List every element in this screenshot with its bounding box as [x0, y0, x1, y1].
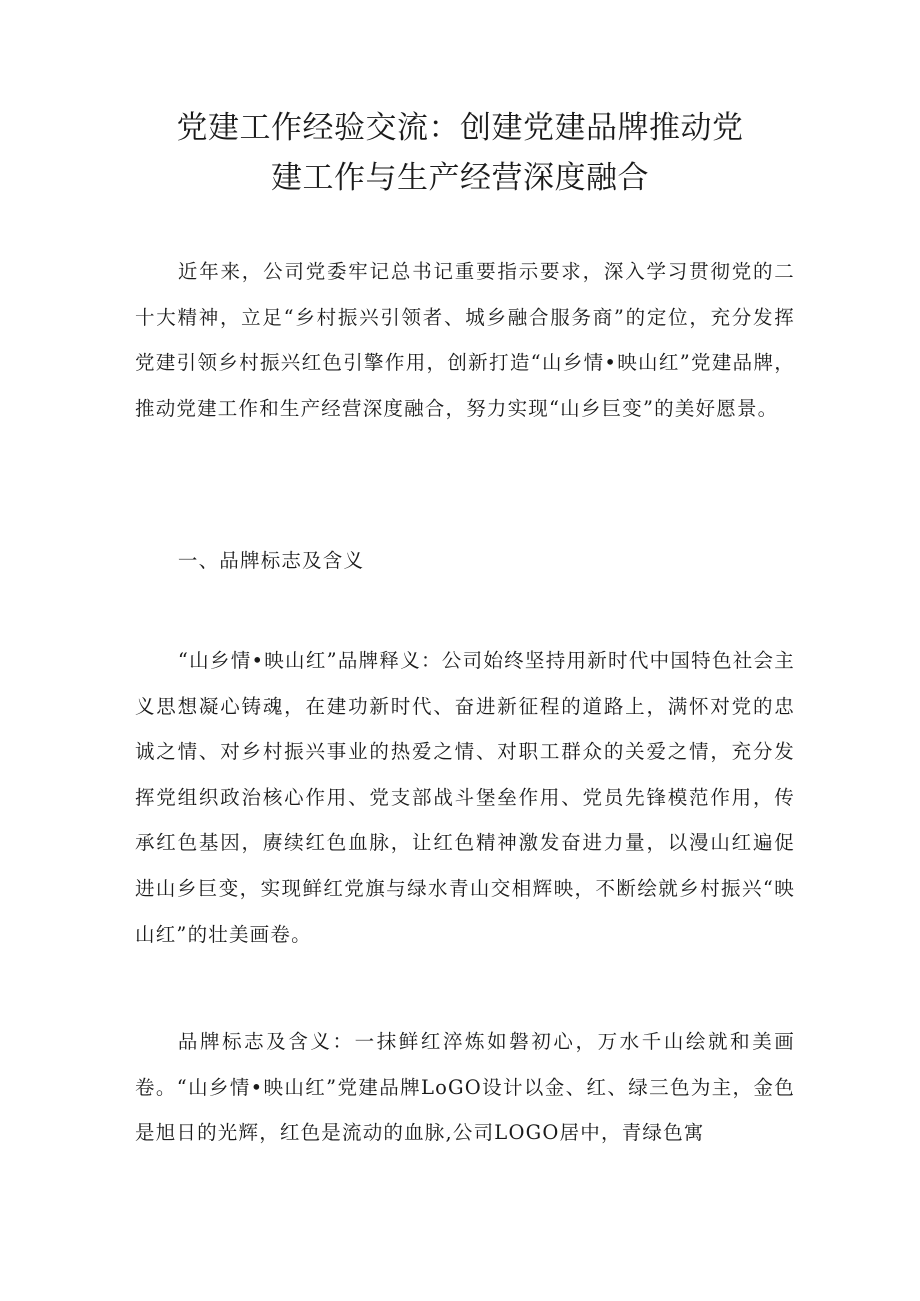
intro-paragraph: 近年来，公司党委牢记总书记重要指示要求，深入学习贯彻党的二十大精神，立足“乡村振兴引领者、城乡融合服务商”的定位，充分发挥党建引领乡村振兴红色引擎作用，创新打造“山乡情•映山红”党建品牌，推动党建工作和生产经营深度融合，努力实现“山乡巨变”的美好愿景。 — [135, 260, 795, 420]
document-title-line-2: 建工作与生产经营深度融合 — [271, 160, 649, 196]
brand-meaning-paragraph: “山乡情•映山红”品牌释义：公司始终坚持用新时代中国特色社会主义思想凝心铸魂，在建功新时代、奋进新征程的道路上，满怀对党的忠诚之情、对乡村振兴事业的热爱之情、对职工群众的关爱之情，充分发挥党组织政治核心作用、党支部战斗堡垒作用、党员先锋模范作用，传承红色基因，赓续红色血脉，让红色精神激发奋进力量，以漫山红遍促进山乡巨变，实现鲜红党旗与绿水青山交相辉映，不断绘就乡村振兴“映山红”的壮美画卷。 — [135, 649, 795, 946]
document-title-line-1: 党建工作经验交流：创建党建品牌推动党 — [176, 110, 744, 146]
section-heading-brand-logo: 一、品牌标志及含义 — [177, 549, 365, 572]
logo-meaning-paragraph: 品牌标志及含义：一抹鲜红淬炼如磐初心，万水千山绘就和美画卷。“山乡情•映山红”党建品牌LoGO设计以金、红、绿三色为主，金色是旭日的光辉，红色是流动的血脉,公司LOGO居中，青绿色寓 — [135, 1030, 795, 1145]
